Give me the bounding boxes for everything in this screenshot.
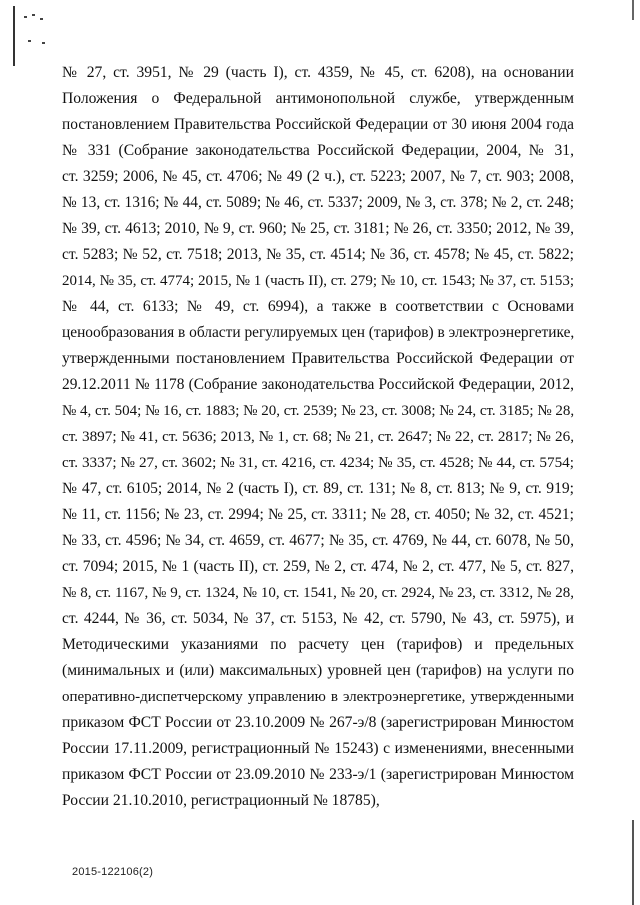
document-footer-code: 2015-122106(2): [72, 866, 154, 878]
text-line: № 39, ст. 4613; 2010, № 9, ст. 960; № 25, ст. 3181; № 26, ст. 3350; 2012, № 39,: [62, 220, 574, 237]
text-line: № 13, ст. 1316; № 44, ст. 5089; № 46, ст. 5337; 2009, № 3, ст. 378; № 2, ст. 248;: [62, 194, 574, 211]
text-line: № 11, ст. 1156; № 23, ст. 2994; № 25, ст. 3311; № 28, ст. 4050; № 32, ст. 4521;: [62, 506, 574, 523]
text-line: 2014, № 35, ст. 4774; 2015, № 1 (часть II), ст. 279; № 10, ст. 1543; № 37, ст. 5153;: [62, 273, 574, 289]
text-line: Методическими указаниями по расчету цен (тарифов) и предельных: [62, 636, 574, 653]
text-line: № 331 (Собрание законодательства Российской Федерации, 2004, № 31,: [62, 142, 574, 159]
text-line: ст. 3897; № 41, ст. 5636; 2013, № 1, ст. 68; № 21, ст. 2647; № 22, ст. 2817; № 26,: [62, 428, 574, 445]
text-line: ст. 5283; № 52, ст. 7518; 2013, № 35, ст. 4514; № 36, ст. 4578; № 45, ст. 5822;: [62, 246, 574, 263]
scan-edge-left: [13, 6, 15, 66]
text-line: № 47, ст. 6105; 2014, № 2 (часть I), ст. 89, ст. 131; № 8, ст. 813; № 9, ст. 919;: [62, 480, 574, 497]
text-line: ст. 4244, № 36, ст. 5034, № 37, ст. 5153, № 42, ст. 5790, № 43, ст. 5975), и: [62, 610, 574, 627]
text-line: утвержденными постановлением Правительства Российской Федерации от: [62, 350, 574, 367]
scan-edge-right: [632, 820, 634, 905]
text-line: № 44, ст. 6133; № 49, ст. 6994), а также в соответствии с Основами: [62, 298, 574, 315]
text-line: (минимальных и (или) максимальных) уровней цен (тарифов) на услуги по: [62, 662, 574, 679]
text-line-last: России 21.10.2010, регистрационный № 18785),: [62, 792, 380, 809]
text-line: Положения о Федеральной антимонопольной службе, утвержденным: [62, 90, 574, 107]
text-line: приказом ФСТ России от 23.09.2010 № 233-э/1 (зарегистрирован Минюстом: [62, 766, 574, 783]
text-line: № 8, ст. 1167, № 9, ст. 1324, № 10, ст. 1541, № 20, ст. 2924, № 23, ст. 3312, № 28,: [62, 585, 574, 601]
text-line: приказом ФСТ России от 23.10.2009 № 267-э/8 (зарегистрирован Минюстом: [62, 714, 574, 731]
text-line: 29.12.2011 № 1178 (Собрание законодательства Российской Федерации, 2012,: [62, 376, 574, 393]
scan-edge-top-right: [632, 0, 634, 20]
text-line: № 33, ст. 4596; № 34, ст. 4659, ст. 4677; № 35, ст. 4769, № 44, ст. 6078, № 50,: [62, 532, 574, 549]
scan-artifact-dots: [24, 10, 54, 50]
text-line: ст. 3337; № 27, ст. 3602; № 31, ст. 4216, ст. 4234; № 35, ст. 4528; № 44, ст. 5754;: [62, 454, 574, 471]
text-line: ценообразования в области регулируемых цен (тарифов) в электроэнергетике,: [62, 324, 575, 341]
text-line: постановлением Правительства Российской Федерации от 30 июня 2004 года: [62, 116, 574, 133]
text-line: ст. 7094; 2015, № 1 (часть II), ст. 259, № 2, ст. 474, № 2, ст. 477, № 5, ст. 827,: [62, 558, 574, 575]
text-line: оперативно-диспетчерскому управлению в электроэнергетике, утвержденными: [62, 689, 574, 705]
text-line: России 17.11.2009, регистрационный № 15243) с изменениями, внесенными: [62, 740, 574, 757]
document-body: [62, 60, 574, 814]
text-line: № 4, ст. 504; № 16, ст. 1883; № 20, ст. 2539; № 23, ст. 3008; № 24, ст. 3185; № 28,: [62, 403, 575, 419]
text-line: ст. 3259; 2006, № 45, ст. 4706; № 49 (2 ч.), ст. 5223; 2007, № 7, ст. 903; 2008,: [62, 168, 574, 185]
text-line: № 27, ст. 3951, № 29 (часть I), ст. 4359, № 45, ст. 6208), на основании: [62, 64, 574, 81]
